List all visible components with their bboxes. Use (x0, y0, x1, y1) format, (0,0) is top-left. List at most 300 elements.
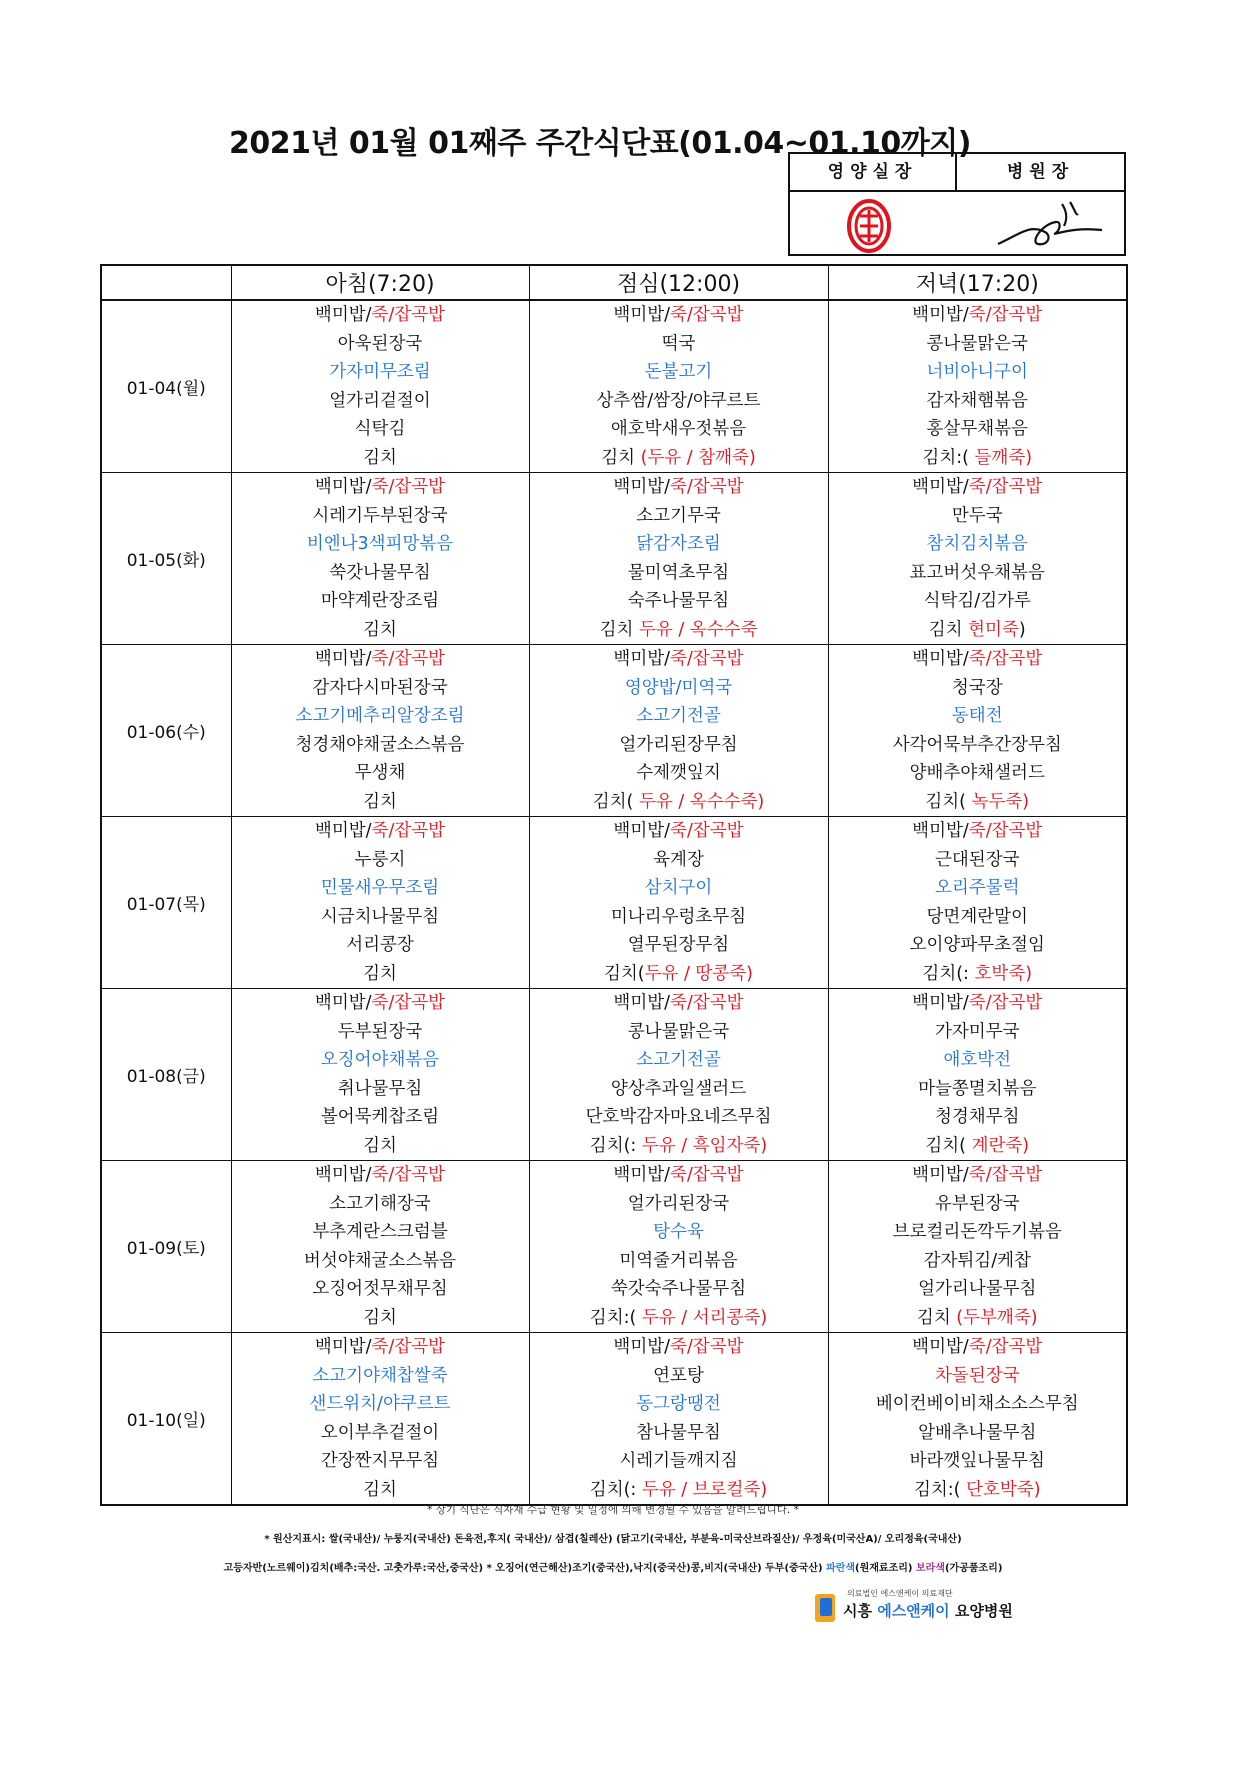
menu-item-text: 백미밥/ (613, 1337, 671, 1357)
menu-item-highlight: 죽/잡곡밥 (968, 305, 1043, 325)
menu-item-text: 소고기메추리알장조림 (295, 706, 465, 726)
menu-item-text: 얼가리나물무침 (918, 1279, 1037, 1299)
header-breakfast: 아침(7:20) (231, 265, 529, 300)
menu-item (530, 931, 828, 960)
menu-item (829, 931, 1127, 960)
menu-item (829, 559, 1127, 588)
menu-item (232, 330, 529, 359)
menu-item-text: 열무된장무침 (627, 935, 730, 955)
menu-item-text: 쑥갓숙주나물무침 (610, 1279, 747, 1299)
menu-item (829, 903, 1127, 932)
menu-item (530, 1476, 828, 1505)
menu-item-suffix: ) (1018, 619, 1026, 640)
menu-item-text: 물미역초무침 (627, 562, 730, 583)
menu-item (232, 931, 529, 960)
menu-item-highlight: 두유 / 옥수수죽) (638, 791, 765, 812)
menu-item-text: 영양밥/미역국 (624, 677, 733, 698)
menu-item-text: 김치 (363, 1479, 397, 1500)
meal-cell-dinner (828, 1333, 1127, 1506)
menu-item (829, 1476, 1127, 1505)
hospital-name-a: 시흥 (843, 1602, 878, 1620)
menu-item (829, 846, 1127, 875)
menu-item (232, 1018, 529, 1047)
menu-item (530, 1390, 828, 1419)
menu-item-highlight: 죽/잡곡밥 (968, 821, 1043, 841)
menu-item-text: 백미밥/ (314, 477, 372, 497)
menu-item (232, 1190, 529, 1219)
menu-item-highlight: 단호박죽) (966, 1479, 1041, 1500)
menu-item (232, 502, 529, 531)
menu-item-text: 단호박감자마요네즈무침 (585, 1107, 772, 1127)
menu-item-text: 식탁김/김가루 (923, 591, 1031, 611)
menu-item (829, 1447, 1127, 1476)
menu-item-text: 만두국 (951, 505, 1003, 526)
menu-item-text: 김치 (363, 447, 397, 468)
meal-cell-lunch (529, 817, 828, 989)
menu-item (232, 473, 529, 502)
menu-item (530, 1304, 828, 1333)
menu-item (530, 1362, 828, 1391)
menu-item-highlight: 죽/잡곡밥 (371, 993, 446, 1013)
menu-item-text: 무생채 (354, 763, 406, 783)
menu-item-text: 취나물무침 (337, 1078, 423, 1099)
weekly-menu-table (100, 264, 1128, 1506)
menu-item-text: 김치:( (589, 1307, 642, 1328)
origin-info-line2 (100, 1559, 1126, 1574)
menu-item-text: 감자다시마된장국 (312, 677, 448, 698)
meal-cell-breakfast (231, 989, 529, 1161)
menu-item-text: 수제깻잎지 (636, 763, 721, 783)
menu-item (232, 444, 529, 473)
day-row (101, 817, 1127, 989)
menu-item (232, 874, 529, 903)
menu-item (232, 1419, 529, 1448)
menu-item-text: 김치:( (913, 1479, 967, 1500)
menu-item (530, 960, 828, 989)
menu-item (232, 1103, 529, 1132)
hospital-name-b: 에스앤케이 (877, 1602, 950, 1620)
menu-item (829, 1046, 1127, 1075)
menu-item-text: 김치(: (589, 1479, 642, 1500)
menu-item (232, 1476, 529, 1505)
menu-item (829, 502, 1127, 531)
menu-item (829, 1362, 1127, 1391)
day-date: 01-04(월) (126, 379, 206, 399)
menu-item-text: 근대된장국 (934, 849, 1020, 870)
menu-item (829, 874, 1127, 903)
menu-item-text: 오이양파무초절임 (909, 935, 1045, 955)
day-row (101, 1333, 1127, 1506)
menu-item (232, 674, 529, 703)
menu-item-text: 돈불고기 (644, 362, 713, 382)
menu-item-text: 청경채무침 (934, 1107, 1020, 1127)
menu-item-highlight: 두유 / 브로컬죽) (641, 1479, 768, 1500)
menu-item (530, 1018, 828, 1047)
menu-item (829, 1103, 1127, 1132)
nutritionist-label: 영양실장 (790, 154, 957, 190)
menu-item (232, 989, 529, 1018)
origin-line2-blue: 파란색 (826, 1563, 856, 1574)
menu-item-text: 백미밥/ (314, 305, 372, 325)
menu-item-text: 마약계란장조림 (320, 591, 440, 611)
menu-item-text: 청국장 (951, 677, 1003, 698)
meal-cell-lunch (529, 473, 828, 645)
menu-item (530, 1075, 828, 1104)
menu-item-text: 오징어젓무채무침 (312, 1279, 448, 1299)
menu-item (829, 616, 1127, 645)
menu-item (232, 1447, 529, 1476)
menu-item-text: 동그랑땡전 (636, 1394, 721, 1414)
menu-item-text: 베이컨베이비채소소스무침 (875, 1394, 1079, 1414)
menu-item-text: 소고기전골 (636, 1050, 721, 1070)
menu-item-text: 삼치구이 (644, 878, 713, 898)
menu-item-text: 오징어야채볶음 (320, 1050, 440, 1070)
menu-item-text: 누룽지 (354, 849, 406, 870)
seal-stamp-icon (846, 198, 892, 254)
menu-item (232, 1046, 529, 1075)
menu-item (530, 415, 828, 444)
menu-item (829, 1247, 1127, 1276)
origin-line2-c: (가공품조리) (944, 1563, 1003, 1574)
menu-item-text: 감자채햄볶음 (926, 390, 1028, 411)
menu-item (530, 1103, 828, 1132)
day-row (101, 645, 1127, 817)
menu-item (829, 817, 1127, 846)
meal-cell-breakfast (231, 1333, 529, 1506)
menu-item-highlight: 죽/잡곡밥 (371, 821, 446, 841)
menu-item-text: 샌드위치/야쿠르트 (309, 1394, 451, 1414)
menu-item-text: 백미밥/ (613, 821, 671, 841)
menu-item-text: 부추계란스크럼블 (312, 1222, 448, 1242)
menu-item-text: 백미밥/ (613, 649, 671, 669)
menu-item (530, 473, 828, 502)
menu-item-text: 두부된장국 (337, 1021, 423, 1042)
menu-item (232, 1390, 529, 1419)
menu-item-text: 백미밥/ (912, 1165, 969, 1185)
menu-item-text: 백미밥/ (613, 993, 671, 1013)
menu-item (530, 731, 828, 760)
meal-cell-lunch (529, 1333, 828, 1506)
menu-item-text: 알배추나물무침 (918, 1422, 1037, 1443)
day-date: 01-08(금) (101, 989, 231, 1161)
menu-item (530, 874, 828, 903)
menu-item (232, 1304, 529, 1333)
menu-item-highlight: 죽/잡곡밥 (670, 821, 744, 841)
meal-cell-lunch (529, 989, 828, 1161)
menu-item (530, 616, 828, 645)
menu-item (829, 1018, 1127, 1047)
menu-item-text: 김치( (603, 963, 645, 984)
menu-item-text: 김치 (363, 1307, 397, 1328)
menu-item-text: 유부된장국 (934, 1193, 1020, 1214)
menu-item (530, 1333, 828, 1362)
menu-item-text: 백미밥/ (912, 821, 969, 841)
meal-cell-dinner (828, 1161, 1127, 1333)
meal-cell-lunch (529, 300, 828, 473)
hospital-logo (815, 1588, 1015, 1624)
menu-item (530, 502, 828, 531)
menu-item-highlight: 현미죽 (968, 619, 1019, 640)
menu-item (829, 1218, 1127, 1247)
menu-item-text: 김치( (925, 791, 972, 812)
menu-item (530, 759, 828, 788)
menu-item-text: 김치 (601, 447, 641, 468)
menu-item-text: 백미밥/ (314, 1337, 372, 1357)
menu-item-text: 김치( (925, 1135, 972, 1156)
menu-item (530, 330, 828, 359)
menu-item (829, 1390, 1127, 1419)
origin-line2-b: (원재료조리) (855, 1563, 916, 1574)
menu-item-text: 양상추과일샐러드 (610, 1078, 747, 1099)
menu-item-highlight: 죽/잡곡밥 (670, 993, 744, 1013)
menu-item-text: 백미밥/ (912, 649, 969, 669)
menu-item (530, 1275, 828, 1304)
menu-item (232, 960, 529, 989)
menu-item (530, 1046, 828, 1075)
menu-item-text: 육계장 (653, 849, 704, 870)
menu-item-text: 콩나물맑은국 (627, 1021, 730, 1042)
menu-item (829, 301, 1127, 330)
menu-item (829, 587, 1127, 616)
menu-item-text: 가자미무조림 (329, 362, 431, 382)
menu-item-text: 백미밥/ (912, 1337, 969, 1357)
menu-item-text: 백미밥/ (314, 1165, 372, 1185)
menu-item (829, 1333, 1127, 1362)
meal-cell-breakfast (231, 645, 529, 817)
menu-item-text: 볼어묵케찹조림 (320, 1107, 440, 1127)
menu-item-text: 김치 (599, 619, 639, 640)
menu-item (232, 817, 529, 846)
menu-item-text: 백미밥/ (314, 993, 372, 1013)
menu-item-text: 바라깻잎나물무침 (909, 1451, 1045, 1471)
menu-item (232, 1333, 529, 1362)
menu-item (829, 530, 1127, 559)
menu-item-text: 양배추야채샐러드 (909, 763, 1045, 783)
menu-item-text: 닭감자조림 (636, 534, 721, 554)
menu-item (530, 444, 828, 473)
menu-item (829, 473, 1127, 502)
menu-item-text: 김치( (592, 791, 639, 812)
menu-item (530, 1132, 828, 1161)
day-date: 01-05(화) (101, 473, 231, 645)
meal-cell-lunch (529, 1161, 828, 1333)
hospital-subtitle: 의료법인 에스앤케이 의료재단 (847, 1589, 953, 1598)
menu-item (530, 788, 828, 817)
menu-item (530, 674, 828, 703)
menu-item-text: 콩나물맑은국 (926, 333, 1028, 354)
menu-item-highlight: 죽/잡곡밥 (670, 649, 744, 669)
menu-item (829, 415, 1127, 444)
menu-item-text: 백미밥/ (613, 477, 671, 497)
menu-item (530, 1161, 828, 1190)
meal-cell-dinner (828, 300, 1127, 473)
menu-item-text: 민물새우무조림 (320, 878, 440, 898)
menu-item-text: 떡국 (661, 333, 696, 354)
menu-item-text: 너비아니구이 (926, 362, 1028, 382)
menu-item-highlight: 죽/잡곡밥 (968, 993, 1043, 1013)
menu-item (530, 989, 828, 1018)
menu-item (232, 1275, 529, 1304)
menu-item (829, 788, 1127, 817)
menu-item (829, 358, 1127, 387)
menu-item-highlight: 두유 / 땅콩죽) (644, 963, 753, 984)
menu-item-highlight: 죽/잡곡밥 (670, 477, 744, 497)
menu-item-highlight: 죽/잡곡밥 (968, 649, 1043, 669)
menu-item-text: 감자튀김/케찹 (923, 1250, 1031, 1271)
menu-item-highlight: 죽/잡곡밥 (968, 1165, 1043, 1185)
menu-item-text: 버섯야채굴소스볶음 (303, 1250, 457, 1271)
menu-item (530, 530, 828, 559)
menu-item-text: 시레기두부된장국 (312, 505, 448, 526)
menu-item-text: 당면계란말이 (926, 906, 1028, 927)
menu-item (232, 846, 529, 875)
menu-item-text: 숙주나물무침 (627, 591, 730, 611)
menu-item (530, 817, 828, 846)
menu-item-highlight: 두유 / 옥수수죽 (638, 619, 758, 640)
day-row (101, 473, 1127, 645)
menu-item-text: 김치(: (589, 1135, 642, 1156)
menu-item (530, 301, 828, 330)
menu-item-text: 연포탕 (653, 1365, 704, 1386)
menu-item-text: 미나리우렁초무침 (610, 906, 747, 927)
menu-item-text: 쑥갓나물무침 (329, 562, 431, 583)
menu-item (530, 559, 828, 588)
menu-item-text: 서리콩장 (346, 935, 414, 955)
menu-item-highlight: 죽/잡곡밥 (371, 1165, 446, 1185)
hospital-name-c: 요양병원 (949, 1602, 1013, 1620)
menu-item (232, 1161, 529, 1190)
menu-item (530, 387, 828, 416)
menu-item-highlight: 죽/잡곡밥 (968, 1337, 1043, 1357)
menu-item-text: 소고기해장국 (329, 1193, 431, 1214)
header-date (101, 265, 231, 300)
menu-item (232, 587, 529, 616)
header-dinner: 저녁(17:20) (828, 265, 1127, 300)
origin-line2-a: 고등자반(노르웨이)김치(배추:국산. 고춧가루:국산,중국산) * 오징어(연근해산)조기(중국산),낙지(중국산)콩,비지(국내산) 두부(중국산) (223, 1563, 827, 1574)
menu-item (232, 731, 529, 760)
approval-divider (790, 190, 1124, 192)
menu-item (829, 960, 1127, 989)
footnote: * 상기 식단은 식자재 수급 현황 및 일정에 의해 변경될 수 있음을 알려드립니다. * (427, 1504, 799, 1516)
origin-line2-purple: 보라색 (915, 1563, 945, 1574)
menu-item (530, 846, 828, 875)
menu-item-text: 얼가리된장무침 (619, 734, 738, 755)
menu-item-text: 청경채야채굴소스볶음 (295, 734, 465, 755)
menu-item (232, 645, 529, 674)
menu-item (232, 1218, 529, 1247)
menu-item (530, 903, 828, 932)
menu-item-highlight: 죽/잡곡밥 (371, 305, 446, 325)
menu-item (829, 1075, 1127, 1104)
menu-item (829, 1132, 1127, 1161)
menu-item-text: 간장짠지무무침 (320, 1451, 440, 1471)
menu-item (232, 702, 529, 731)
meal-cell-dinner (828, 989, 1127, 1161)
menu-item-text: 가자미무국 (934, 1021, 1020, 1042)
signature-icon (990, 194, 1110, 254)
menu-item-text: 소고기야채찹쌀죽 (312, 1365, 448, 1386)
meal-cell-breakfast (231, 817, 529, 989)
menu-item (232, 616, 529, 645)
menu-item-highlight: (두부깨죽) (956, 1307, 1038, 1328)
menu-item-text: 마늘쫑멸치볶음 (918, 1078, 1037, 1099)
menu-item-text: 식탁김 (354, 419, 406, 439)
menu-item-text: 김치 (363, 1135, 397, 1156)
menu-item (829, 1275, 1127, 1304)
meal-cell-lunch (529, 645, 828, 817)
menu-item-text: 표고버섯우채볶음 (909, 562, 1045, 583)
menu-item (829, 1161, 1127, 1190)
day-row (101, 1161, 1127, 1333)
menu-item (829, 645, 1127, 674)
origin-info-line1: * 원산지표시: 쌀(국내산)/ 누룽지(국내산) 돈육전,후지( 국내산)/ 삼겹(칠레산) (닭고기(국내산, 부분육-미국산브라질산)/ 우정육(미국산A)/ 오리정육(국내산) (264, 1534, 962, 1545)
menu-item-text: 브로컬리돈깍두기볶음 (892, 1222, 1062, 1242)
menu-item-text: 동태전 (951, 706, 1003, 726)
menu-item (530, 1247, 828, 1276)
menu-item (829, 330, 1127, 359)
menu-item-text: 미역줄거리볶음 (619, 1250, 738, 1271)
menu-item-text: 비엔나3색피망볶음 (306, 534, 454, 554)
menu-item-text: 애호박새우젓볶음 (610, 419, 747, 439)
day-row (101, 300, 1127, 473)
menu-item-highlight: 두유 / 흑임자죽) (641, 1135, 768, 1156)
menu-item-text: 소고기무국 (636, 505, 721, 526)
hospital-name (843, 1600, 1013, 1621)
menu-item-text: 홍살무채볶음 (926, 419, 1028, 439)
menu-item (530, 702, 828, 731)
menu-item-text: 아욱된장국 (337, 333, 423, 354)
menu-item-text: 김치(: (922, 963, 975, 984)
hospital-logo-icon (815, 1594, 835, 1622)
menu-item (232, 788, 529, 817)
menu-item (829, 1190, 1127, 1219)
menu-item (530, 645, 828, 674)
menu-item (232, 1075, 529, 1104)
menu-item-highlight: 죽/잡곡밥 (371, 477, 446, 497)
menu-item (829, 444, 1127, 473)
menu-item (829, 387, 1127, 416)
day-date: 01-06(수) (101, 645, 231, 817)
menu-item (232, 415, 529, 444)
menu-item-text: 시금치나물무침 (320, 906, 440, 927)
menu-item-text: 김치 (916, 1307, 957, 1328)
menu-item-text: 백미밥/ (912, 305, 969, 325)
day-date: 01-10(일) (101, 1333, 231, 1506)
menu-item (232, 559, 529, 588)
menu-item-text: 차돌된장국 (934, 1365, 1020, 1386)
menu-item-text: 김치 (363, 963, 397, 984)
menu-item-text: 오이부추겉절이 (320, 1422, 440, 1443)
menu-item-text: 참나물무침 (636, 1422, 721, 1443)
menu-item (232, 1132, 529, 1161)
menu-item-highlight: 죽/잡곡밥 (371, 649, 446, 669)
menu-item-highlight: 계란죽) (971, 1135, 1030, 1156)
menu-item-text: 얼가리된장국 (627, 1193, 730, 1214)
menu-item (829, 1419, 1127, 1448)
menu-item-highlight: 죽/잡곡밥 (670, 1337, 744, 1357)
menu-item (232, 1362, 529, 1391)
menu-item (829, 731, 1127, 760)
menu-item (232, 301, 529, 330)
menu-item-text: 상추쌈/쌈장/야쿠르트 (596, 390, 761, 411)
menu-item-text: 오리주물럭 (934, 878, 1020, 898)
menu-item-text: 김치:( (922, 447, 975, 468)
menu-item (232, 1247, 529, 1276)
approval-box (788, 152, 1126, 256)
menu-item-text: 사각어묵부추간장무침 (892, 734, 1062, 755)
menu-item-highlight: 죽/잡곡밥 (371, 1337, 446, 1357)
menu-item (232, 903, 529, 932)
